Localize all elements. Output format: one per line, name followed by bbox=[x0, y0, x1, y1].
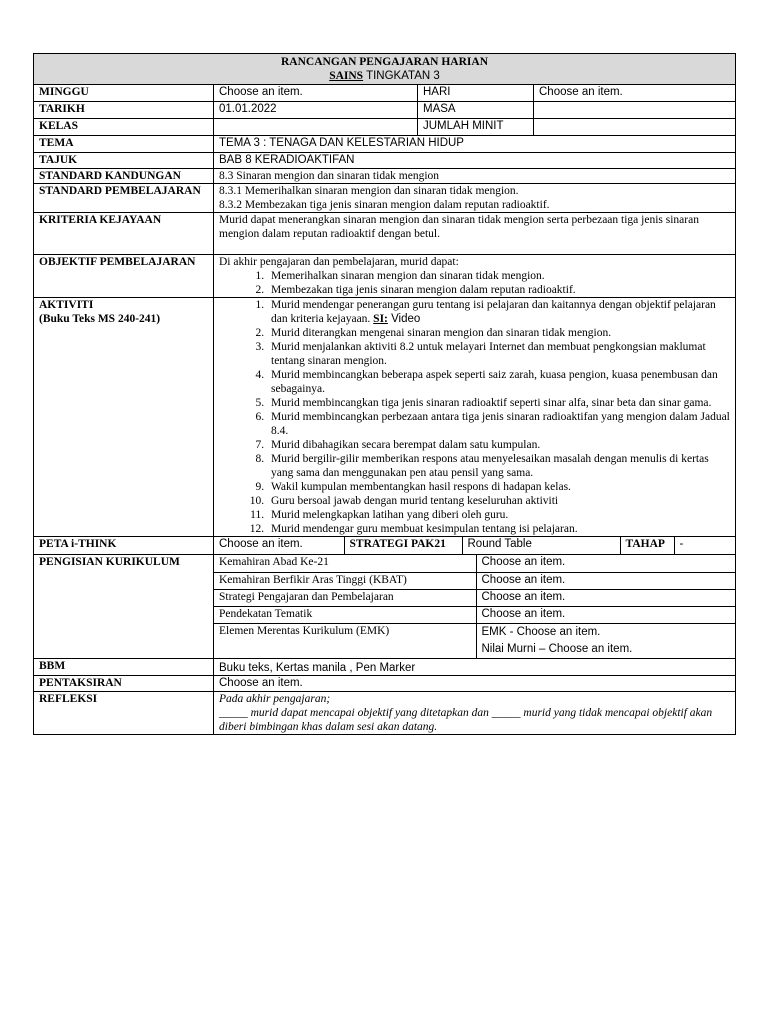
aktiviti-item: 10. Guru bersoal jawab dengan murid tentang keseluruhan aktiviti bbox=[267, 494, 730, 508]
label-peta: PETA i-THINK bbox=[34, 537, 214, 555]
aktiviti-item: 11. Murid melengkapkan latihan yang diberi oleh guru. bbox=[267, 508, 730, 522]
subject-label: SAINS bbox=[329, 70, 364, 82]
aktiviti-value[interactable] bbox=[214, 298, 736, 537]
lesson-plan-table bbox=[33, 53, 736, 735]
label-tajuk: TAJUK bbox=[34, 153, 214, 169]
standard-pembelajaran-value[interactable] bbox=[214, 184, 736, 213]
aktiviti-item: 3. Murid menjalankan aktiviti 8.2 untuk melayari Internet dan membuat pengkongsian maklumat tentang sinaran mengion. bbox=[267, 340, 730, 368]
kelas-field[interactable] bbox=[214, 119, 418, 136]
pengisian-inner bbox=[214, 555, 735, 658]
label-hari: HARI bbox=[418, 85, 534, 102]
label-aktiviti-buku-teks: (Buku Teks MS 240-241) bbox=[39, 313, 161, 325]
row-standard-kandungan bbox=[34, 169, 736, 184]
pengisian-cell bbox=[214, 555, 736, 659]
pengisian-row bbox=[214, 623, 735, 658]
objektif-item: 2. Membezakan tiga jenis sinaran mengion dalam reputan radioaktif. bbox=[267, 283, 730, 297]
peta-strategi-inner bbox=[214, 537, 735, 554]
row-tema bbox=[34, 136, 736, 153]
pengisian-item-name: Strategi Pengajaran dan Pembelajaran bbox=[214, 589, 476, 606]
row-bbm bbox=[34, 658, 736, 675]
label-standard-pembelajaran: STANDARD PEMBELAJARAN bbox=[34, 184, 214, 213]
pengisian-item-name: Elemen Merentas Kurikulum (EMK) bbox=[214, 623, 476, 658]
label-pentaksiran: PENTAKSIRAN bbox=[34, 675, 214, 691]
aktiviti-item: 8. Murid bergilir-gilir memberikan respons atau menyelesaikan masalah dengan menulis di kertas yang sama dan menggunakan pen atau pensil yang sama. bbox=[267, 452, 730, 480]
minggu-dropdown[interactable]: Choose an item. bbox=[214, 85, 418, 102]
aktiviti-item-text: Murid mendengar penerangan guru tentang isi pelajaran dan kaitannya dengan objektif pelajaran dan kriteria kejayaan. bbox=[271, 299, 716, 325]
header-row bbox=[34, 54, 736, 85]
aktiviti-list bbox=[219, 298, 730, 536]
row-kriteria bbox=[34, 213, 736, 255]
lesson-plan-sheet bbox=[33, 53, 735, 735]
label-refleksi: REFLEKSI bbox=[34, 691, 214, 734]
bbm-value[interactable]: Buku teks, Kertas manila , Pen Marker bbox=[214, 658, 736, 675]
aktiviti-item: 9. Wakil kumpulan membentangkan hasil respons di hadapan kelas. bbox=[267, 480, 730, 494]
label-aktiviti-cell bbox=[34, 298, 214, 537]
aktiviti-item: 6. Murid membincangkan perbezaan antara tiga jenis sinaran radioaktifan yang mengion dalam Jadual 8.4. bbox=[267, 410, 730, 438]
label-pengisian: PENGISIAN KURIKULUM bbox=[34, 555, 214, 659]
label-objektif: OBJEKTIF PEMBELAJARAN bbox=[34, 255, 214, 298]
pengisian-item-dropdown[interactable]: Choose an item. bbox=[476, 572, 735, 589]
label-tema: TEMA bbox=[34, 136, 214, 153]
pengisian-row bbox=[214, 606, 735, 623]
aktiviti-item: 7. Murid dibahagikan secara berempat dalam satu kumpulan. bbox=[267, 438, 730, 452]
row-standard-pembelajaran bbox=[34, 184, 736, 213]
masa-field[interactable] bbox=[534, 102, 736, 119]
pengisian-item-dropdown[interactable]: Choose an item. bbox=[476, 589, 735, 606]
peta-strategi-row bbox=[214, 537, 735, 554]
label-kelas: KELAS bbox=[34, 119, 214, 136]
pengisian-emk-cell bbox=[476, 623, 735, 658]
kriteria-value[interactable]: Murid dapat menerangkan sinaran mengion dan sinaran tidak mengion serta perbezaan tiga jenis sinaran mengion dalam reputan radioaktif dengan betul. bbox=[214, 213, 736, 255]
label-masa: MASA bbox=[418, 102, 534, 119]
objektif-list bbox=[219, 269, 730, 297]
label-kriteria: KRITERIA KEJAYAAN bbox=[34, 213, 214, 255]
objektif-intro: Di akhir pengajaran dan pembelajaran, murid dapat: bbox=[219, 256, 459, 268]
tarikh-field[interactable]: 01.01.2022 bbox=[214, 102, 418, 119]
label-standard-kandungan: STANDARD KANDUNGAN bbox=[34, 169, 214, 184]
si-value: Video bbox=[387, 313, 421, 325]
aktiviti-item: 5. Murid membincangkan tiga jenis sinaran radioaktif seperti sinar alfa, sinar beta dan sinar gama. bbox=[267, 396, 730, 410]
nilai-murni-dropdown[interactable]: Nilai Murni – Choose an item. bbox=[481, 642, 633, 655]
refleksi-value[interactable] bbox=[214, 691, 736, 734]
pengisian-row bbox=[214, 589, 735, 606]
aktiviti-item: 12. Murid mendengar guru membuat kesimpulan tentang isi pelajaran. bbox=[267, 522, 730, 536]
row-pengisian bbox=[34, 555, 736, 659]
row-refleksi bbox=[34, 691, 736, 734]
tajuk-value[interactable]: BAB 8 KERADIOAKTIFAN bbox=[214, 153, 736, 169]
label-bbm: BBM bbox=[34, 658, 214, 675]
label-jumlah-minit: JUMLAH MINIT bbox=[418, 119, 534, 136]
pengisian-row bbox=[214, 555, 735, 572]
label-strategi: STRATEGI PAK21 bbox=[344, 537, 462, 554]
objektif-item: 1. Memerihalkan sinaran mengion dan sinaran tidak mengion. bbox=[267, 269, 730, 283]
emk-dropdown[interactable]: EMK - Choose an item. bbox=[481, 625, 601, 638]
row-tarikh bbox=[34, 102, 736, 119]
document-title: RANCANGAN PENGAJARAN HARIAN bbox=[281, 56, 488, 68]
tahap-value[interactable]: - bbox=[679, 538, 684, 550]
row-minggu bbox=[34, 85, 736, 102]
peta-dropdown[interactable]: Choose an item. bbox=[219, 538, 303, 550]
objektif-value[interactable] bbox=[214, 255, 736, 298]
pengisian-item-name: Kemahiran Abad Ke-21 bbox=[214, 555, 476, 572]
hari-dropdown[interactable]: Choose an item. bbox=[534, 85, 736, 102]
row-aktiviti bbox=[34, 298, 736, 537]
label-tahap: TAHAP bbox=[620, 537, 674, 554]
label-tarikh: TARIKH bbox=[34, 102, 214, 119]
pentaksiran-dropdown[interactable]: Choose an item. bbox=[214, 675, 736, 691]
row-kelas bbox=[34, 119, 736, 136]
document-subtitle bbox=[34, 69, 735, 83]
header-cell bbox=[34, 54, 736, 85]
tema-value[interactable]: TEMA 3 : TENAGA DAN KELESTARIAN HIDUP bbox=[214, 136, 736, 153]
jumlah-minit-field[interactable] bbox=[534, 119, 736, 136]
row-peta bbox=[34, 537, 736, 555]
refleksi-line-1: Pada akhir pengajaran; bbox=[219, 692, 331, 705]
standard-pembelajaran-line-2: 8.3.2 Membezakan tiga jenis sinaran mengion dalam reputan radioaktif. bbox=[219, 199, 550, 211]
refleksi-line-2: _____ murid dapat mencapai objektif yang ditetapkan dan _____ murid yang tidak mencapai objektif akan diberi bimbingan khas dalam sesi akan datang. bbox=[219, 706, 713, 733]
pengisian-item-name: Pendekatan Tematik bbox=[214, 606, 476, 623]
standard-pembelajaran-line-1: 8.3.1 Memerihalkan sinaran mengion dan sinaran tidak mengion. bbox=[219, 185, 519, 197]
row-pentaksiran bbox=[34, 675, 736, 691]
pengisian-item-dropdown[interactable]: Choose an item. bbox=[476, 606, 735, 623]
pengisian-item-dropdown[interactable]: Choose an item. bbox=[476, 555, 735, 572]
aktiviti-item: 4. Murid membincangkan beberapa aspek seperti saiz zarah, kuasa pengion, kuasa penembusan dan sebagainya. bbox=[267, 368, 730, 396]
label-aktiviti: AKTIVITI bbox=[39, 299, 94, 311]
label-minggu: MINGGU bbox=[34, 85, 214, 102]
row-tajuk bbox=[34, 153, 736, 169]
si-label: SI: bbox=[373, 313, 388, 325]
aktiviti-item: 2. Murid diterangkan mengenai sinaran mengion dan sinaran tidak mengion. bbox=[267, 326, 730, 340]
pengisian-item-name: Kemahiran Berfikir Aras Tinggi (KBAT) bbox=[214, 572, 476, 589]
peta-strategi-cell bbox=[214, 537, 736, 555]
level-label: TINGKATAN 3 bbox=[363, 70, 440, 82]
row-objektif bbox=[34, 255, 736, 298]
strategi-value[interactable]: Round Table bbox=[462, 537, 620, 554]
aktiviti-item bbox=[267, 298, 730, 326]
pengisian-row bbox=[214, 572, 735, 589]
standard-kandungan-value[interactable]: 8.3 Sinaran mengion dan sinaran tidak mengion bbox=[214, 169, 736, 184]
